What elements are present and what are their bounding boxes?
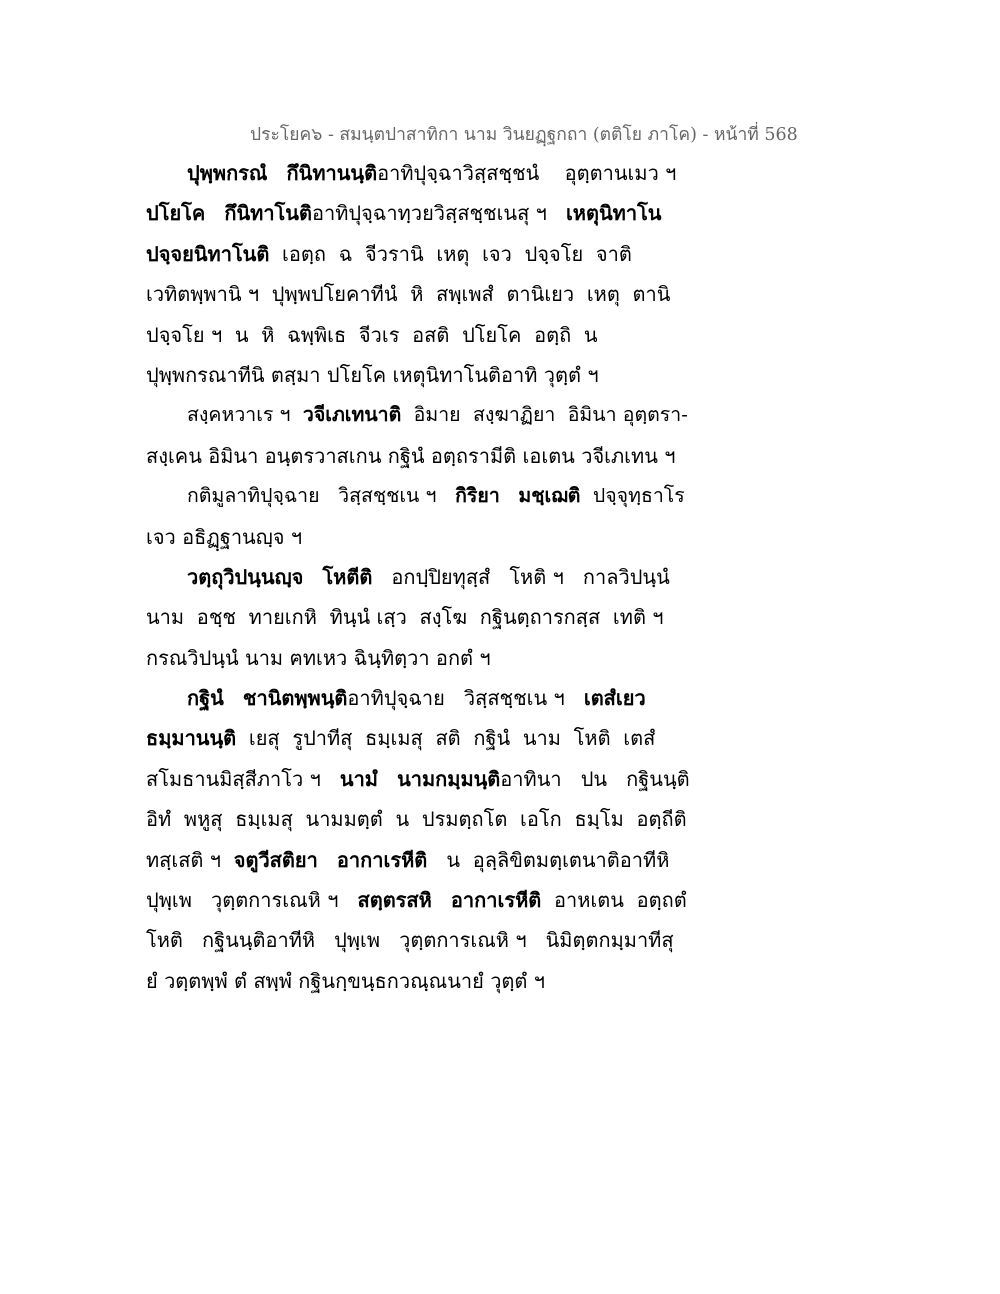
- text-line: [146, 759, 691, 799]
- text-line: [146, 193, 691, 233]
- bold-term: ชานิตพฺพนฺติ: [242, 686, 348, 711]
- text-line: [146, 436, 691, 476]
- text-line: [146, 678, 691, 718]
- bold-term: เหตุนิทาโน: [565, 201, 662, 226]
- text-line: [146, 718, 691, 758]
- text-run: ยํ วตฺตพฺพํ ตํ สพฺพํ กฐินกฺขนฺธกวณฺณนายํ วุตฺตํ ฯ: [146, 968, 545, 993]
- bold-term: นามกมฺมนฺติ: [397, 766, 501, 791]
- text-line: [146, 274, 691, 314]
- page-header: ประโยค๖ - สมนฺตปาสาทิกา นาม วินยฏฺฐกถา (ตติโย ภาโค) - หน้าที่ 568: [250, 125, 798, 145]
- bold-term: สตฺตรสหิ: [357, 888, 432, 913]
- text-run: นาม อชฺช ทายเกหิ ทินฺนํ เสฺว สงฺโฆ กฐินตฺถารกสฺส เทติ ฯ: [146, 605, 664, 630]
- text-run: เวทิตพฺพานิ ฯ ปุพฺพปโยคาทีนํ หิ สพฺเพสํ ตานิเยว เหตุ ตานิ: [146, 282, 671, 307]
- bold-term: มชฺเฌติ: [518, 484, 581, 508]
- text-run: ปุพฺพกรณาทีนิ ตสฺมา ปโยโค เหตุนิทาโนติอาทิ วุตฺตํ ฯ: [146, 362, 599, 387]
- text-run: [303, 565, 322, 589]
- text-run: กรณวิปนฺนํ นาม ฅทเหว ฉินฺทิตฺวา อกตํ ฯ: [146, 645, 491, 670]
- text-line: [146, 840, 691, 880]
- text-run: อาทิปุจฺฉาย วิสฺสชฺชเน ฯ: [347, 686, 584, 711]
- body-text: [146, 153, 691, 1001]
- bold-term: ปจฺจยนิทาโนติ: [146, 241, 270, 266]
- text-line: [146, 234, 691, 274]
- text-run: เยสุ รูปาทีสุ ธมฺเมสุ สติ กฐินํ นาม โหติ เตสํ: [236, 726, 656, 751]
- bold-term: วตฺถุวิปนฺนญฺจ: [187, 564, 304, 589]
- text-line: [146, 517, 691, 557]
- bold-term: กฐินํ: [187, 686, 224, 711]
- text-run: อาทินา ปน กฐินนฺติ: [500, 766, 690, 791]
- bold-term: ธมฺมานนฺติ: [146, 726, 237, 751]
- text-run: [224, 686, 243, 710]
- bold-term: นามํ: [339, 766, 378, 791]
- text-run: [432, 888, 451, 912]
- bold-term: อากาเรหีติ: [450, 888, 542, 913]
- text-run: สงฺเคน อิมินา อนฺตรวาสเกน กฐินํ อตฺถรามีติ เอเตน วจีเภเทน ฯ: [146, 443, 676, 468]
- text-run: [378, 767, 397, 791]
- text-run: โหติ กฐินนฺติอาทีหิ ปุพฺเพ วุตฺตการเณหิ ฯ นิมิตฺตกมฺมาทีสุ: [146, 928, 674, 953]
- bold-term: เตสํเยว: [583, 686, 646, 711]
- bold-term: ปโยโค: [146, 201, 206, 226]
- text-run: ปจฺจุทฺธาโร: [580, 484, 685, 508]
- text-run: น อุลฺลิขิตมตฺเตนาติอาทีหิ: [427, 847, 670, 872]
- bold-term: กึนิทาโนติ: [224, 201, 312, 226]
- bold-term: โหตีติ: [322, 564, 373, 589]
- text-run: อกปฺปิยทุสฺสํ โหติ ฯ กาลวิปนฺนํ: [372, 564, 670, 589]
- text-line: [146, 355, 691, 395]
- text-run: [205, 201, 224, 225]
- text-run: เจว อธิฏฺฐานญฺจ ฯ: [146, 524, 303, 549]
- text-run: ทสฺเสติ ฯ: [146, 847, 234, 872]
- bold-term: อากาเรหีติ: [336, 847, 428, 872]
- text-line: [146, 638, 691, 678]
- text-line: [146, 799, 691, 839]
- text-run: อาทิปุจฺฉาทฺวยวิสฺสชฺชเนสุ ฯ: [311, 201, 566, 226]
- text-run: ปจฺจโย ฯ น หิ ฉพฺพิเธ จีวเร อสติ ปโยโค อตฺถิ น: [146, 322, 598, 347]
- text-line: [146, 395, 691, 435]
- text-run: อิมาย สงฺฆาฏิยา อิมินา อุตฺตรา-: [401, 403, 688, 427]
- bold-term: กิริยา: [455, 484, 500, 508]
- text-run: เอตฺถ ฉ จีวรานิ เหตุ เจว ปจฺจโย จาติ: [269, 241, 632, 266]
- text-line: [146, 476, 691, 516]
- text-run: กติมูลาทิปุจฺฉาย วิสฺสชฺชเน ฯ: [187, 484, 456, 508]
- text-line: [146, 597, 691, 637]
- text-line: [146, 153, 691, 193]
- text-run: อาหเตน อตฺถตํ: [541, 888, 687, 913]
- text-run: [318, 848, 337, 872]
- bold-term: กึนิทานนฺติ: [286, 161, 378, 185]
- text-run: สโมธานมิสฺสีภาโว ฯ: [146, 766, 340, 791]
- text-run: ปุพฺเพ วุตฺตการเณหิ ฯ: [146, 888, 358, 913]
- text-run: [500, 484, 519, 507]
- text-line: [146, 880, 691, 920]
- bold-term: ปุพฺพกรณํ: [187, 161, 268, 185]
- text-run: [267, 161, 286, 185]
- bold-term: จตูวีสติยา: [233, 847, 318, 872]
- text-line: [146, 961, 691, 1001]
- text-line: [146, 315, 691, 355]
- text-run: สงฺคหวาเร ฯ: [187, 403, 303, 427]
- text-line: [146, 920, 691, 960]
- text-run: อาทิปุจฺฉาวิสฺสชฺชนํ อุตฺตานเมว ฯ: [377, 161, 677, 185]
- text-line: [146, 557, 691, 597]
- bold-term: วจีเภเทนาติ: [302, 403, 402, 427]
- text-run: อิทํ พหูสุ ธมฺเมสุ นามมตฺตํ น ปรมตฺถโต เอโก ธมฺโม อตฺถีติ: [146, 807, 687, 832]
